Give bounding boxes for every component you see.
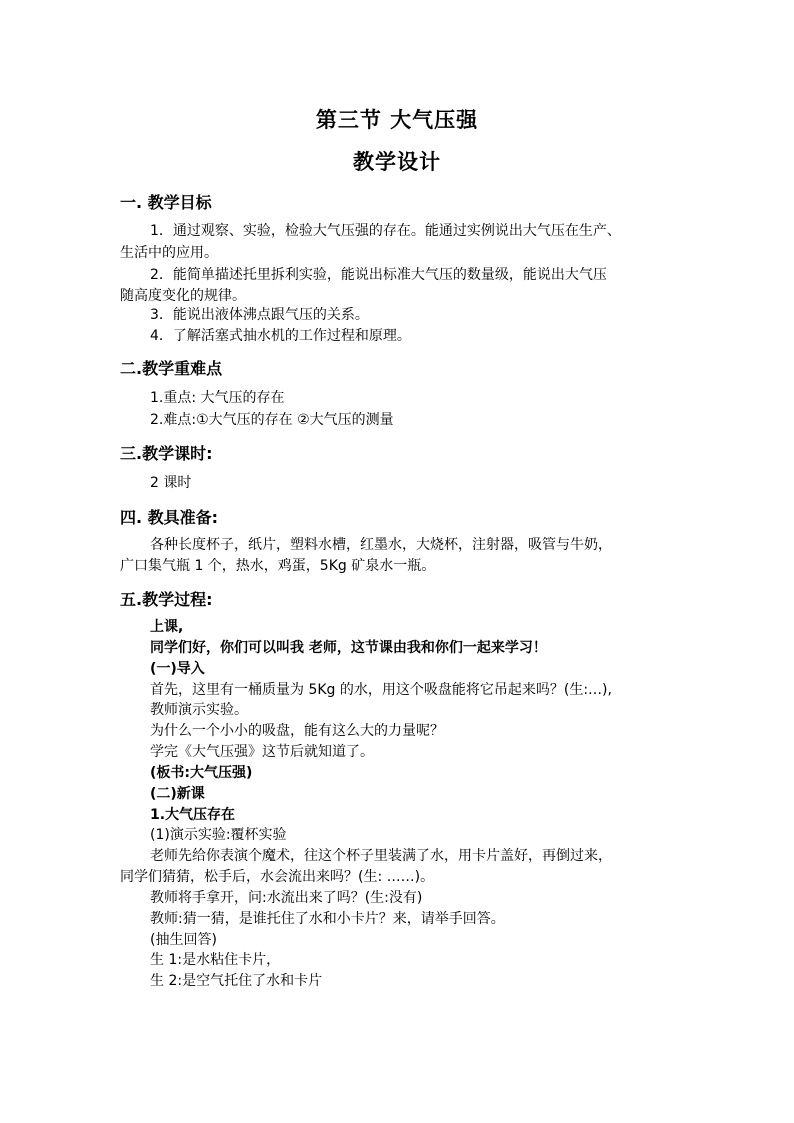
- keypoint-line: 1.重点: 大气压的存在: [150, 390, 285, 406]
- goal-line: 随高度变化的规律。: [120, 288, 246, 304]
- process-line: (1)演示实验:覆杯实验: [150, 827, 287, 843]
- hours-text: 2 课时: [150, 475, 192, 491]
- process-line: 同学们好，你们可以叫我 老师，这节课由我和你们一起来学习！: [150, 640, 547, 656]
- tools-line: 各种长度杯子，纸片，塑料水槽，红墨水，大烧杯，注射器，吸管与牛奶，: [150, 537, 612, 553]
- goal-line: 4．了解活塞式抽水机的工作过程和原理。: [150, 328, 411, 344]
- section-heading-tools: 四. 教具准备:: [120, 508, 219, 527]
- process-line: 教师演示实验。: [150, 702, 248, 718]
- tools-line: 广口集气瓶 1 个，热水，鸡蛋，5Kg 矿泉水一瓶。: [120, 558, 436, 574]
- goal-line: 1．通过观察、实验，检验大气压强的存在。能通过实例说出大气压在生产、: [150, 223, 621, 239]
- page-title: 第三节 大气压强: [315, 108, 479, 132]
- process-line: (二)新课: [150, 786, 205, 802]
- page-subtitle: 教学设计: [353, 150, 441, 174]
- process-line: 学完《大气压强》这节后就知道了。: [150, 744, 374, 760]
- section-heading-process: 五.教学过程:: [120, 590, 213, 609]
- process-line: 生 1:是水粘住卡片，: [150, 952, 281, 968]
- process-line: 教师将手拿开，问:水流出来了吗？(生:没有): [150, 890, 423, 906]
- process-line: (一)导入: [150, 661, 205, 677]
- keypoint-line: 2.难点:①大气压的存在 ②大气压的测量: [150, 412, 394, 428]
- goal-line: 3．能说出液体沸点跟气压的关系。: [150, 307, 369, 323]
- process-line: 生 2:是空气托住了水和卡片: [150, 973, 323, 989]
- goal-line: 2．能简单描述托里拆利实验，能说出标准大气压的数量级，能说出大气压: [150, 267, 607, 283]
- process-line: 1.大气压存在: [150, 807, 236, 823]
- section-heading-hours: 三.教学课时:: [120, 444, 213, 463]
- process-line: (板书:大气压强): [150, 765, 253, 781]
- section-heading-keypoints: 二.教学重难点: [120, 359, 223, 378]
- process-line: 首先，这里有一桶质量为 5Kg 的水，用这个吸盘能将它吊起来吗？(生:…),: [150, 682, 612, 698]
- process-line: 为什么一个小小的吸盘，能有这么大的力量呢？: [150, 723, 444, 739]
- process-line: 上课,: [150, 619, 184, 635]
- process-line: (抽生回答): [150, 932, 217, 948]
- section-heading-goals: 一. 教学目标: [120, 193, 212, 212]
- process-line: 老师先给你表演个魔术，往这个杯子里装满了水，用卡片盖好，再倒过来，: [150, 848, 612, 864]
- process-line: 同学们猜猜，松手后，水会流出来吗？(生: ……)。: [120, 869, 435, 885]
- goal-line: 生活中的应用。: [120, 245, 218, 261]
- process-line: 教师:猜一猜，是谁托住了水和小卡片？来，请举手回答。: [150, 911, 505, 927]
